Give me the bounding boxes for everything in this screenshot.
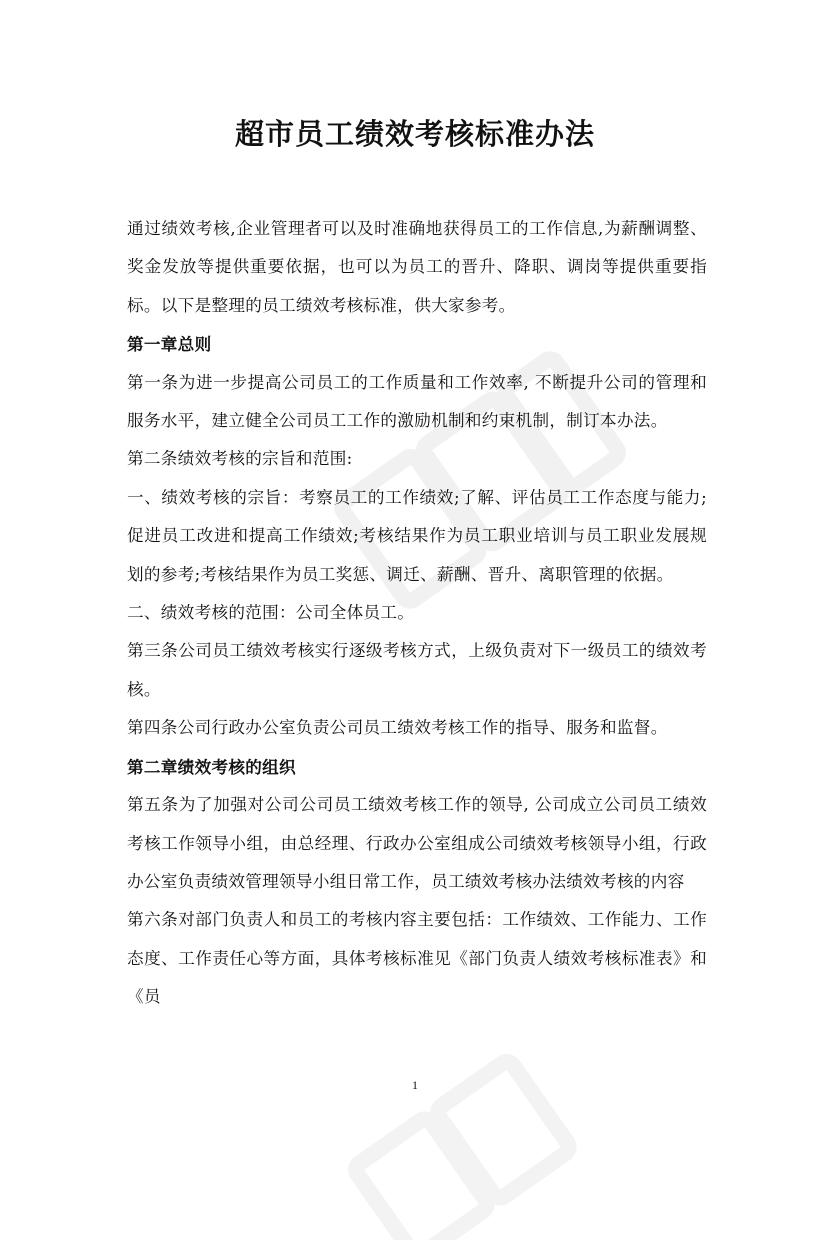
- paragraph-article-2: 第二条绩效考核的宗旨和范围:: [127, 449, 353, 469]
- paragraph-purpose: 一、绩效考核的宗旨：考察员工的工作绩效;了解、评估员工工作态度与能力;促进员工改进和提高工作绩效;考核结果作为员工职业培训与员工职业发展规划的参考;考核结果作为员工奖惩、调迁、薪酬、晋升、离职管理的依据。: [127, 487, 707, 584]
- paragraph-article-3: 第三条公司员工绩效考核实行逐级考核方式，上级负责对下一级员工的绩效考核。: [127, 641, 707, 699]
- paragraph-intro: 通过绩效考核,企业管理者可以及时准确地获得员工的工作信息,为薪酬调整、奖金发放等提供重要依据，也可以为员工的晋升、降职、调岗等提供重要指标。以下是整理的员工绩效考核标准，供大家参考。: [127, 219, 707, 315]
- paragraph-article-6: 第六条对部门负责人和员工的考核内容主要包括：工作绩效、工作能力、工作态度、工作责任心等方面，具体考核标准见《部门负责人绩效考核标准表》和《员: [127, 910, 707, 1007]
- paragraph-article-1: 第一条为进一步提高公司员工的工作质量和工作效率, 不断提升公司的管理和服务水平，建立健全公司员工工作的激励机制和约束机制，制订本办法。: [127, 372, 707, 431]
- document-body: [127, 210, 707, 1017]
- page-number: 1: [412, 1078, 418, 1092]
- document-title: 超市员工绩效考核标准办法: [234, 117, 595, 151]
- chapter-heading: 第二章绩效考核的组织: [127, 756, 296, 777]
- chapter-heading: 第一章总则: [127, 334, 212, 355]
- watermark-logo-icon: [300, 1040, 660, 1240]
- paragraph-article-5: 第五条为了加强对公司公司员工绩效考核工作的领导, 公司成立公司员工绩效考核工作领导小组，由总经理、行政办公室组成公司绩效考核领导小组，行政办公室负责绩效管理领导小组日常工作，员工绩效考核办法绩效考核的内容: [127, 795, 707, 891]
- paragraph-article-4: 第四条公司行政办公室负责公司员工绩效考核工作的指导、服务和监督。: [127, 718, 668, 738]
- paragraph-scope: 二、绩效考核的范围：公司全体员工。: [127, 603, 415, 623]
